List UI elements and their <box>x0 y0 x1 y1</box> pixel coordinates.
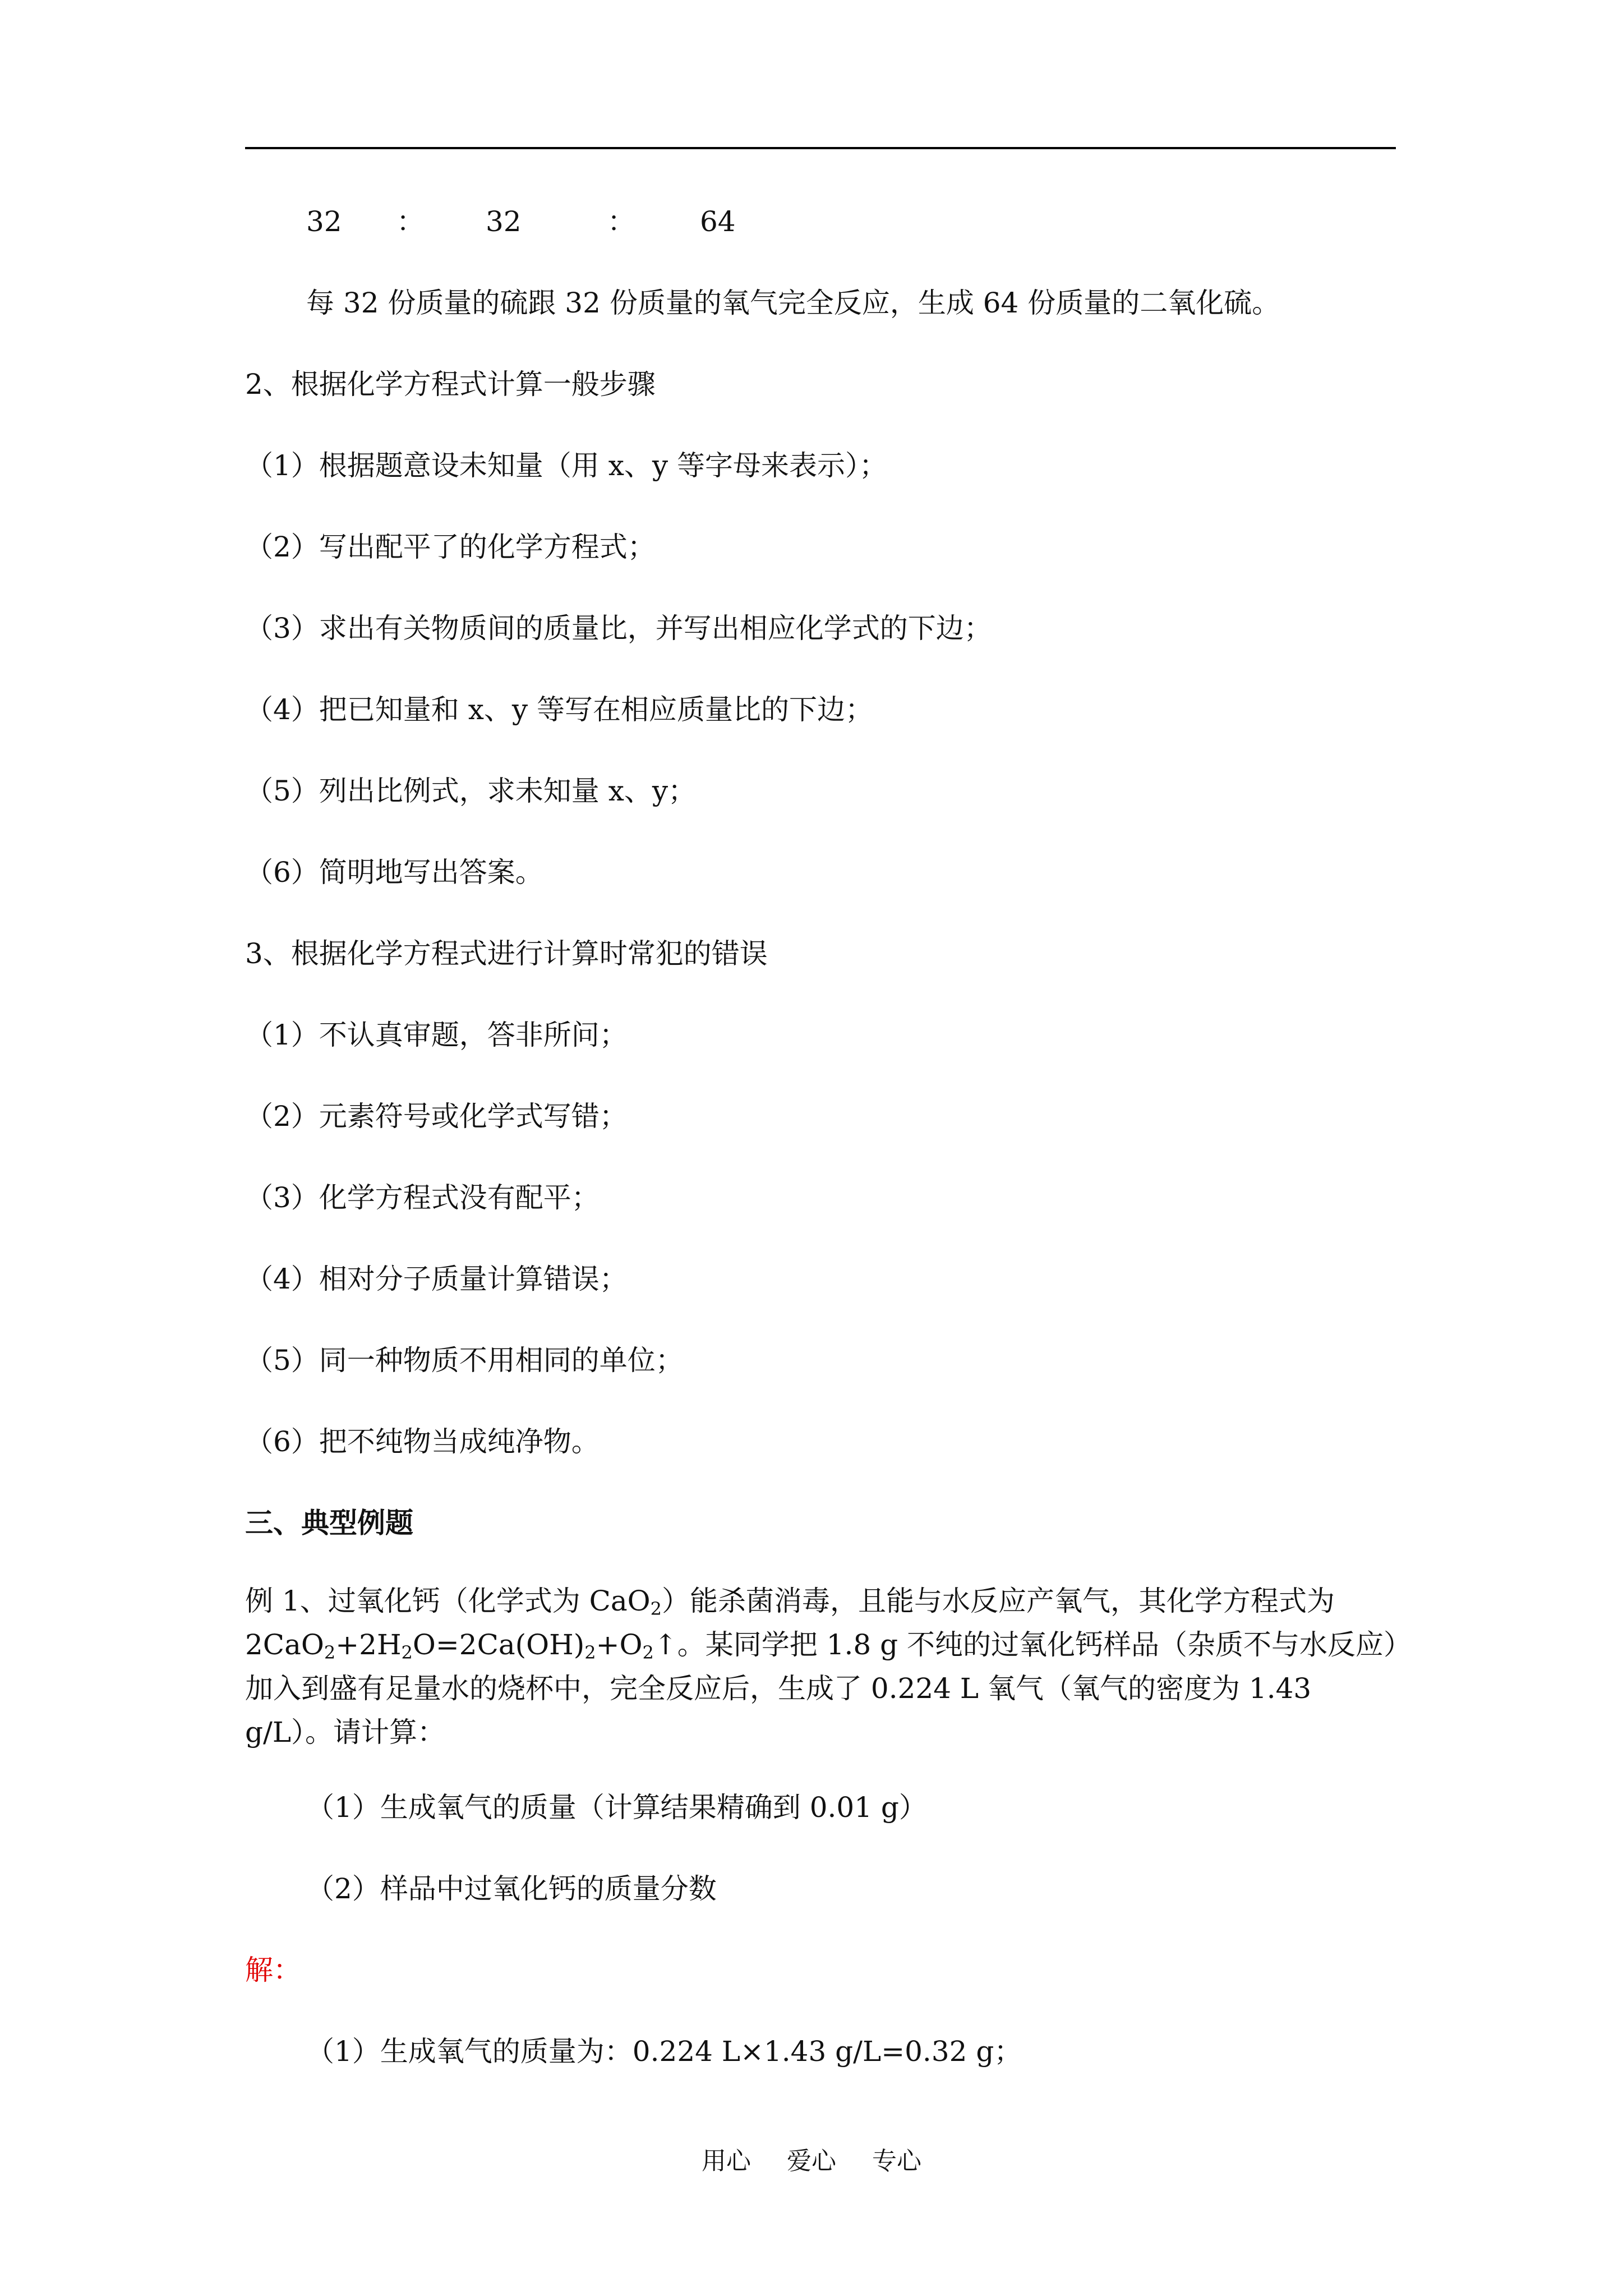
footer-word: 爱心 <box>787 2147 836 2175</box>
subscript: 2 <box>584 1642 596 1663</box>
examples-heading: 三、典型例题 <box>245 1506 413 1539</box>
ratio-separator: ： <box>607 205 635 238</box>
list-item: （4）把已知量和 x、y 等写在相应质量比的下边； <box>245 693 874 726</box>
section-title: 2、根据化学方程式计算一般步骤 <box>245 368 656 401</box>
page-footer <box>0 2146 1623 2177</box>
subscript: 2 <box>324 1642 336 1663</box>
example-1-text: 例 1、过氧化钙（化学式为 CaO <box>245 1585 651 1617</box>
section-title: 3、根据化学方程式进行计算时常犯的错误 <box>245 937 768 970</box>
example-1-line: g/L）。请计算： <box>245 1716 446 1749</box>
ratio-explanation: 每 32 份质量的硫跟 32 份质量的氧气完全反应，生成 64 份质量的二氧化硫。 <box>306 287 1280 319</box>
subscript: 2 <box>642 1642 654 1663</box>
ratio-separator: ： <box>396 205 425 238</box>
list-item: （3）求出有关物质间的质量比，并写出相应化学式的下边； <box>245 612 992 645</box>
list-item: （5）同一种物质不用相同的单位； <box>245 1344 684 1377</box>
example-1-paragraph <box>245 1579 1412 1754</box>
equation-text: 2CaO <box>245 1628 324 1661</box>
footer-word: 用心 <box>702 2147 751 2175</box>
question-1: （1）生成氧气的质量（计算结果精确到 0.01 g） <box>306 1791 927 1824</box>
solution-step-1: （1）生成氧气的质量为：0.224 L×1.43 g/L=0.32 g； <box>306 2035 1022 2068</box>
example-1-line <box>245 1579 1396 1623</box>
chemical-equation-line <box>245 1623 1412 1667</box>
subscript: 2 <box>401 1642 413 1663</box>
ratio-sulfur: 32 <box>306 205 342 238</box>
footer-word: 专心 <box>872 2147 921 2175</box>
example-1-text: ）能杀菌消毒，且能与水反应产氧气，其化学方程式为 <box>662 1585 1335 1617</box>
header-rule <box>245 147 1396 149</box>
list-item: （3）化学方程式没有配平； <box>245 1181 600 1214</box>
ratio-oxygen: 32 <box>486 205 522 238</box>
list-item: （5）列出比例式，求未知量 x、y； <box>245 775 697 807</box>
list-item: （2）写出配平了的化学方程式； <box>245 531 656 563</box>
equation-text: O=2Ca(OH) <box>412 1628 585 1661</box>
subscript: 2 <box>650 1598 662 1619</box>
equation-text: +O <box>596 1628 643 1661</box>
list-item: （1）不认真审题，答非所问； <box>245 1019 628 1051</box>
list-item: （4）相对分子质量计算错误； <box>245 1263 628 1295</box>
list-item: （6）简明地写出答案。 <box>245 856 543 889</box>
example-1-text: ↑。某同学把 1.8 g 不纯的过氧化钙样品（杂质不与水反应） <box>653 1628 1412 1661</box>
equation-text: +2H <box>335 1628 402 1661</box>
list-item: （6）把不纯物当成纯净物。 <box>245 1425 600 1458</box>
solution-label: 解： <box>245 1954 301 1986</box>
list-item: （2）元素符号或化学式写错； <box>245 1100 628 1133</box>
question-2: （2）样品中过氧化钙的质量分数 <box>306 1872 717 1905</box>
example-1-line: 加入到盛有足量水的烧杯中，完全反应后，生成了 0.224 L 氧气（氧气的密度为 1.43 <box>245 1672 1312 1705</box>
ratio-sulfur-dioxide: 64 <box>700 205 736 238</box>
list-item: （1）根据题意设未知量（用 x、y 等字母来表示）； <box>245 449 888 482</box>
